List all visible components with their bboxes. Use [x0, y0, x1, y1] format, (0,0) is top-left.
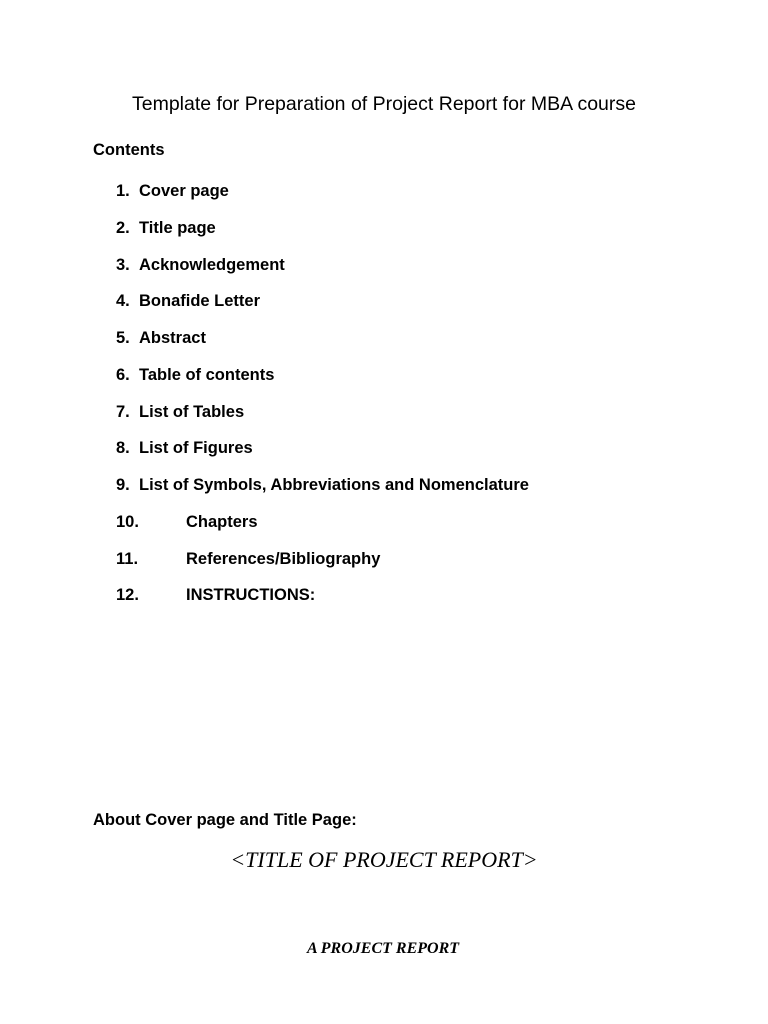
contents-item-label: Bonafide Letter [139, 292, 261, 310]
contents-item-label: Chapters [186, 513, 258, 531]
contents-item-number: 10. [116, 513, 139, 531]
contents-item-label: INSTRUCTIONS: [186, 586, 316, 604]
contents-item-bonafide-letter [116, 291, 261, 311]
report-type-label: A PROJECT REPORT [306, 940, 460, 957]
contents-item-number: 2. [116, 219, 130, 237]
contents-item-references [116, 549, 381, 569]
contents-item-list-of-tables [116, 402, 245, 422]
contents-item-number: 9. [116, 476, 130, 494]
contents-item-title-page [116, 218, 216, 238]
contents-item-instructions [116, 585, 316, 605]
contents-item-number: 3. [116, 256, 130, 274]
contents-heading: Contents [93, 141, 165, 159]
contents-item-acknowledgement [116, 255, 285, 275]
document-title: Template for Preparation of Project Report for MBA course [132, 93, 636, 115]
contents-item-label: List of Figures [139, 439, 253, 457]
contents-item-cover-page [116, 181, 229, 201]
contents-item-label: References/Bibliography [186, 550, 381, 568]
contents-item-label: Cover page [139, 182, 229, 200]
contents-item-table-of-contents [116, 365, 275, 385]
contents-item-number: 12. [116, 586, 139, 604]
report-title-placeholder: <TITLE OF PROJECT REPORT> [230, 847, 538, 872]
contents-item-label: List of Tables [139, 403, 245, 421]
contents-item-abstract [116, 328, 206, 348]
contents-item-chapters [116, 512, 258, 532]
contents-item-number: 6. [116, 366, 130, 384]
contents-item-label: List of Symbols, Abbreviations and Nomenclature [139, 476, 529, 494]
contents-item-label: Table of contents [139, 366, 275, 384]
contents-item-label: Title page [139, 219, 216, 237]
contents-item-number: 7. [116, 403, 130, 421]
contents-item-list-of-figures [116, 438, 253, 458]
about-cover-page-heading: About Cover page and Title Page: [93, 811, 357, 829]
contents-item-number: 5. [116, 329, 130, 347]
contents-item-number: 4. [116, 292, 130, 310]
contents-item-number: 1. [116, 182, 130, 200]
contents-item-label: Acknowledgement [139, 256, 285, 274]
contents-item-list-of-symbols [116, 475, 529, 495]
contents-item-number: 11. [116, 550, 139, 568]
contents-item-number: 8. [116, 439, 130, 457]
contents-item-label: Abstract [139, 329, 206, 347]
